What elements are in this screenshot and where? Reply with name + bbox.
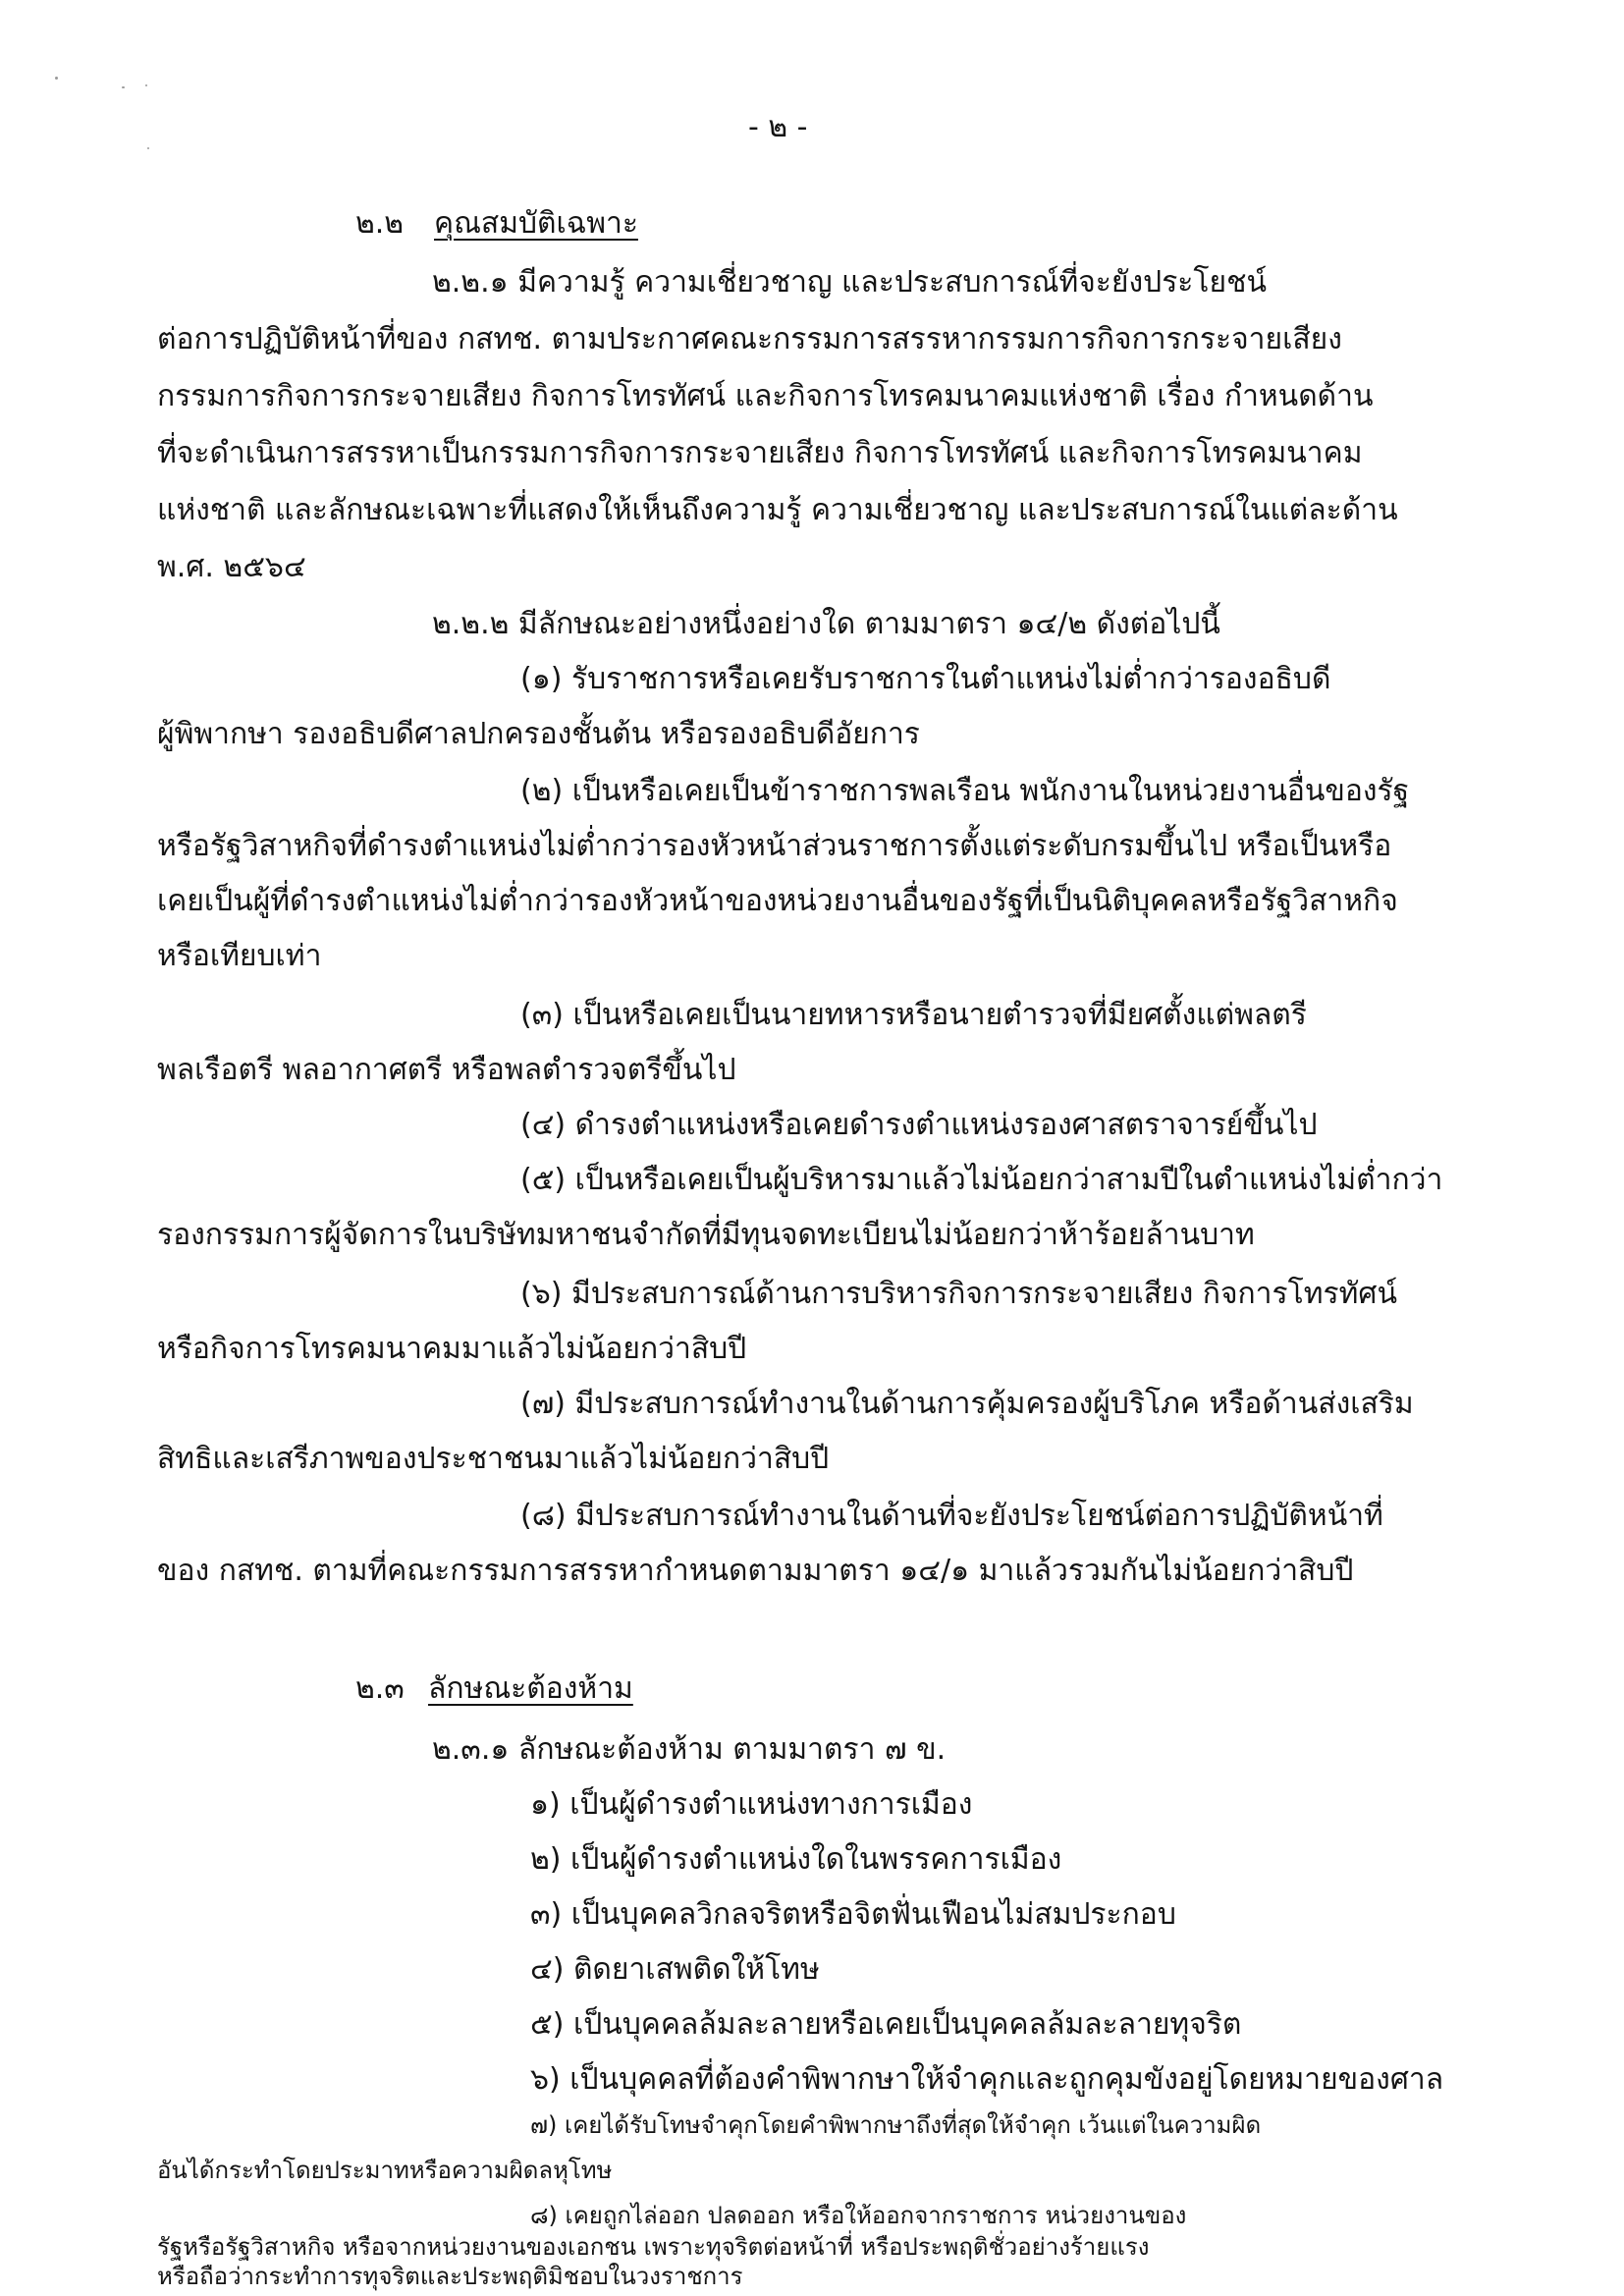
list-item: (๖) มีประสบการณ์ด้านการบริหารกิจการกระจายเสียง กิจการโทรทัศน์ <box>520 1277 1397 1311</box>
list-item: ๘) เคยถูกไล่ออก ปลดออก หรือให้ออกจากราชการ หน่วยงานของ <box>530 2202 1187 2229</box>
list-item: (๒) เป็นหรือเคยเป็นข้าราชการพลเรือน พนักงานในหน่วยงานอื่นของรัฐ <box>520 774 1410 808</box>
section-number: ๒.๓ <box>355 1671 405 1706</box>
list-item: (๑) รับราชการหรือเคยรับราชการในตำแหน่งไม่ต่ำกว่ารองอธิบดี <box>520 662 1331 696</box>
list-item: ๓) เป็นบุคคลวิกลจริตหรือจิตฟั่นเฟือนไม่สมประกอบ <box>530 1897 1176 1932</box>
paragraph-line: ต่อการปฏิบัติหน้าที่ของ กสทช. ตามประกาศคณะกรรมการสรรหากรรมการกิจการกระจายเสียง <box>157 322 1342 356</box>
list-item-continuation: ของ กสทช. ตามที่คณะกรรมการสรรหากำหนดตามมาตรา ๑๔/๑ มาแล้วรวมกันไม่น้อยกว่าสิบปี <box>157 1554 1354 1588</box>
list-item-continuation: ผู้พิพากษา รองอธิบดีศาลปกครองชั้นต้น หรือรองอธิบดีอัยการ <box>157 717 920 751</box>
list-item-continuation: อันได้กระทำโดยประมาทหรือความผิดลหุโทษ <box>157 2157 613 2184</box>
paragraph-line: กรรมการกิจการกระจายเสียง กิจการโทรทัศน์ และกิจการโทรคมนาคมแห่งชาติ เรื่อง กำหนดด้าน <box>157 379 1374 413</box>
list-item-continuation: หรือเทียบเท่า <box>157 939 322 973</box>
section-number: ๒.๒ <box>355 206 405 241</box>
subsection-heading: ๒.๒.๒ มีลักษณะอย่างหนึ่งอย่างใด ตามมาตรา ๑๔/๒ ดังต่อไปนี้ <box>432 607 1220 641</box>
list-item: ๕) เป็นบุคคลล้มละลายหรือเคยเป็นบุคคลล้มละลายทุจริต <box>530 2007 1242 2042</box>
scan-speck <box>145 84 147 86</box>
section-heading: ลักษณะต้องห้าม <box>428 1671 633 1706</box>
list-item-continuation: รองกรรมการผู้จัดการในบริษัทมหาชนจำกัดที่มีทุนจดทะเบียนไม่น้อยกว่าห้าร้อยล้านบาท <box>157 1218 1255 1252</box>
list-item: ๖) เป็นบุคคลที่ต้องคำพิพากษาให้จำคุกและถูกคุมขังอยู่โดยหมายของศาล <box>530 2062 1444 2097</box>
list-item: (๓) เป็นหรือเคยเป็นนายทหารหรือนายตำรวจที่มียศตั้งแต่พลตรี <box>520 998 1307 1032</box>
list-item: ๔) ติดยาเสพติดให้โทษ <box>530 1952 820 1987</box>
list-item: ๗) เคยได้รับโทษจำคุกโดยคำพิพากษาถึงที่สุดให้จำคุก เว้นแต่ในความผิด <box>530 2111 1262 2139</box>
list-item-continuation: หรือรัฐวิสาหกิจที่ดำรงตำแหน่งไม่ต่ำกว่ารองหัวหน้าส่วนราชการตั้งแต่ระดับกรมขึ้นไป หรือเป็นหรือ <box>157 829 1392 863</box>
list-item-continuation: สิทธิและเสรีภาพของประชาชนมาแล้วไม่น้อยกว่าสิบปี <box>157 1442 830 1476</box>
list-item-continuation: เคยเป็นผู้ที่ดำรงตำแหน่งไม่ต่ำกว่ารองหัวหน้าของหน่วยงานอื่นของรัฐที่เป็นนิติบุคคลหรือรัฐวิสาหกิจ <box>157 884 1398 918</box>
list-item-continuation: หรือกิจการโทรคมนาคมมาแล้วไม่น้อยกว่าสิบปี <box>157 1332 747 1366</box>
list-item: (๗) มีประสบการณ์ทำงานในด้านการคุ้มครองผู้บริโภค หรือด้านส่งเสริม <box>520 1387 1414 1421</box>
list-item-continuation: พลเรือตรี พลอากาศตรี หรือพลตำรวจตรีขึ้นไป <box>157 1053 736 1087</box>
list-item-continuation: รัฐหรือรัฐวิสาหกิจ หรือจากหน่วยงานของเอกชน เพราะทุจริตต่อหน้าที่ หรือประพฤติชั่วอย่างร้ายแรง <box>157 2233 1150 2261</box>
list-item: (๘) มีประสบการณ์ทำงานในด้านที่จะยังประโยชน์ต่อการปฏิบัติหน้าที่ <box>520 1499 1383 1533</box>
list-item: (๕) เป็นหรือเคยเป็นผู้บริหารมาแล้วไม่น้อยกว่าสามปีในตำแหน่งไม่ต่ำกว่า <box>520 1163 1443 1197</box>
paragraph-line: ๒.๒.๑ มีความรู้ ความเชี่ยวชาญ และประสบการณ์ที่จะยังประโยชน์ <box>432 265 1267 300</box>
section-heading: คุณสมบัติเฉพาะ <box>434 206 638 241</box>
paragraph-line: ที่จะดำเนินการสรรหาเป็นกรรมการกิจการกระจายเสียง กิจการโทรทัศน์ และกิจการโทรคมนาคม <box>157 436 1363 470</box>
paragraph-line: พ.ศ. ๒๕๖๔ <box>157 550 306 584</box>
subsection-heading: ๒.๓.๑ ลักษณะต้องห้าม ตามมาตรา ๗ ข. <box>432 1732 947 1767</box>
page-number: - ๒ - <box>748 110 808 144</box>
list-item-continuation: หรือถือว่ากระทำการทุจริตและประพฤติมิชอบในวงราชการ <box>157 2263 743 2290</box>
list-item: ๒) เป็นผู้ดำรงตำแหน่งใดในพรรคการเมือง <box>530 1842 1062 1877</box>
list-item: ๑) เป็นผู้ดำรงตำแหน่งทางการเมือง <box>530 1787 973 1822</box>
list-item: (๔) ดำรงตำแหน่งหรือเคยดำรงตำแหน่งรองศาสตราจารย์ขึ้นไป <box>520 1108 1318 1142</box>
paragraph-line: แห่งชาติ และลักษณะเฉพาะที่แสดงให้เห็นถึงความรู้ ความเชี่ยวชาญ และประสบการณ์ในแต่ละด้าน <box>157 493 1398 527</box>
scan-speck <box>122 86 125 88</box>
scan-speck <box>55 77 58 80</box>
scan-speck <box>147 147 149 149</box>
